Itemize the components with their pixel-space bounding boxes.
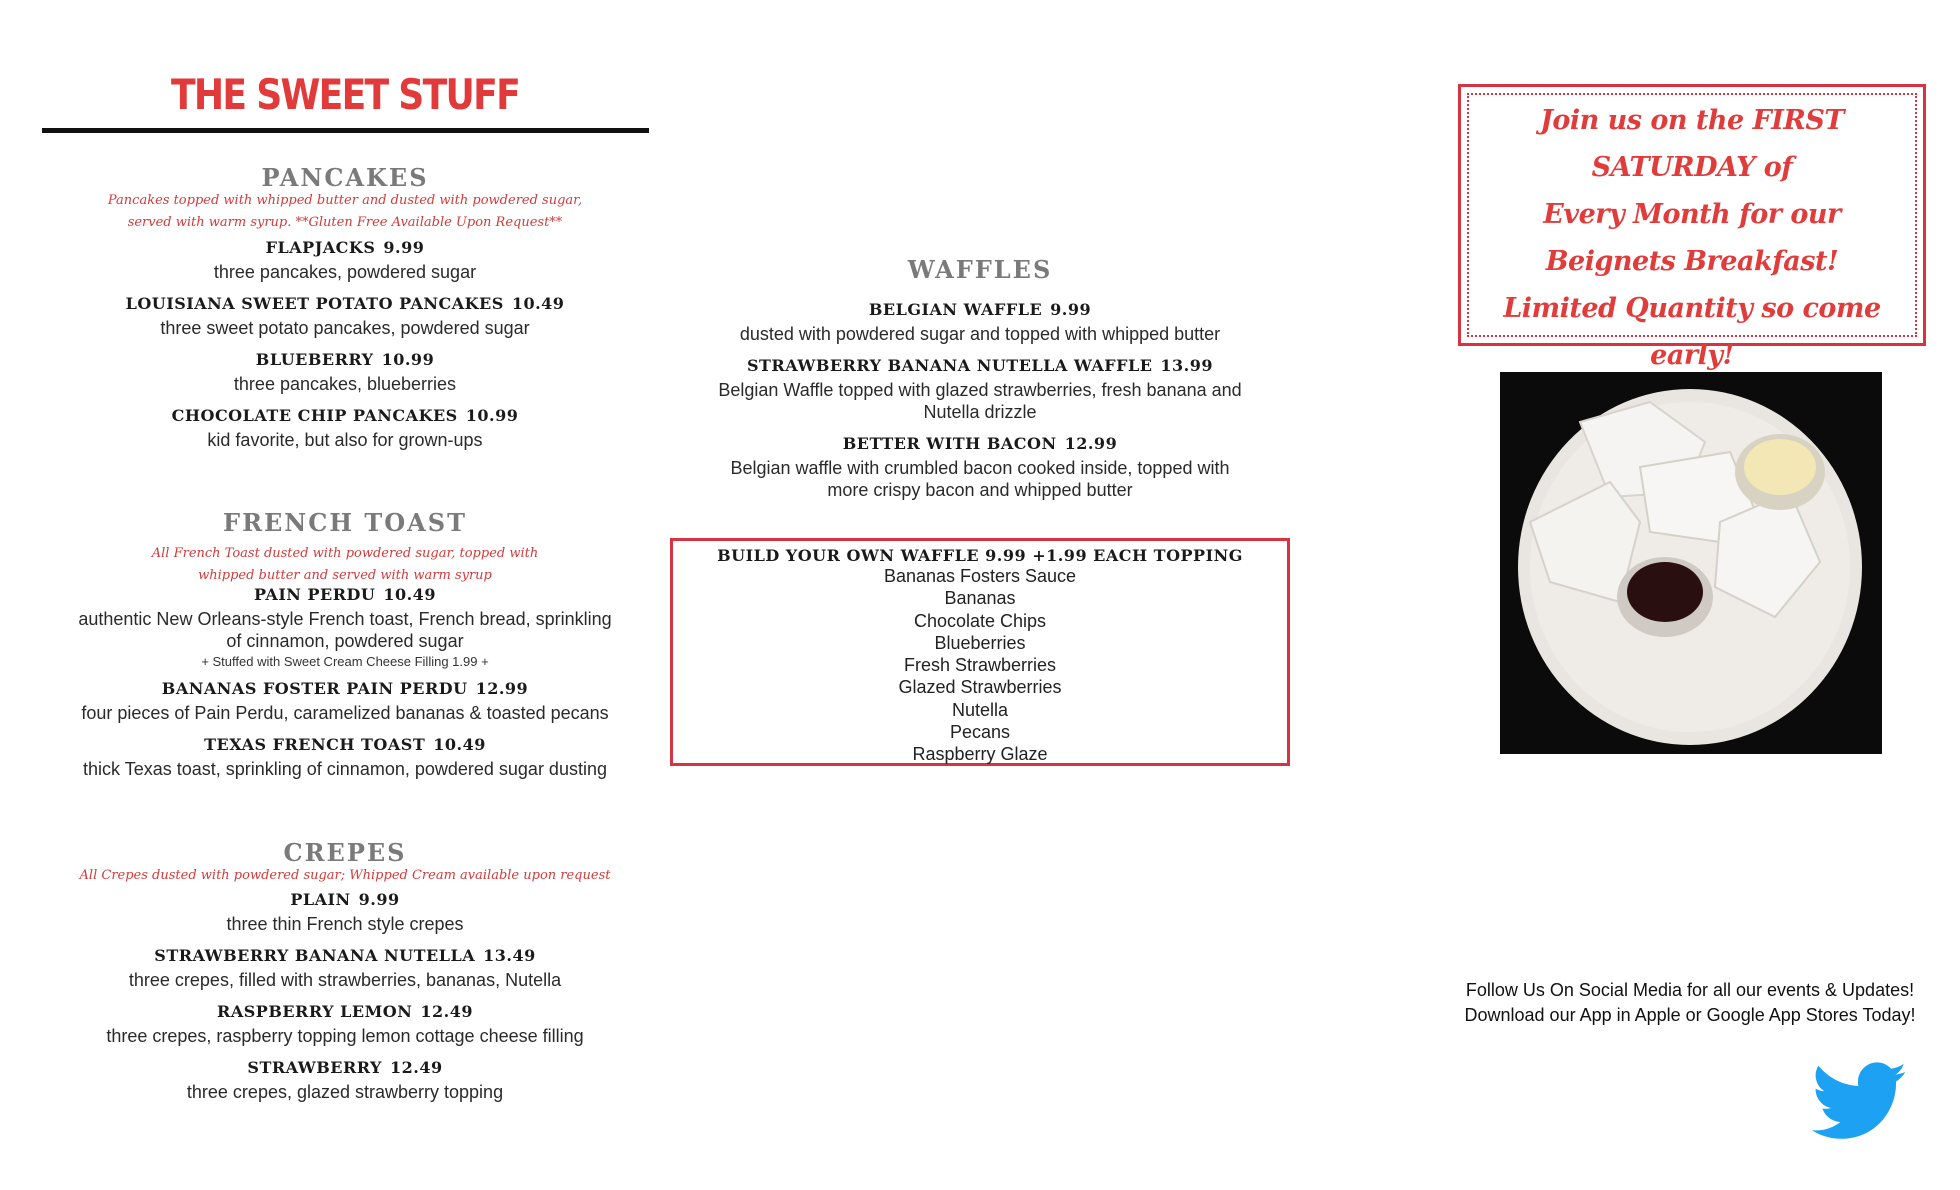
menu-item-name: PAIN PERDU 10.49 [254,585,436,604]
menu-item-name: FLAPJACKS 9.99 [265,238,425,257]
twitter-bird-icon [1812,1062,1908,1142]
menu-item-desc: more crispy bacon and whipped butter [827,480,1133,500]
crepes-note: All Crepes dusted with powdered sugar; Whipped Cream available upon request [79,868,611,883]
menu-item-name: RASPBERRY LEMON 12.49 [217,1002,473,1021]
menu-item-name: BELGIAN WAFFLE 9.99 [868,300,1092,319]
promo-dotted-border [1467,93,1917,371]
promo-box [1458,84,1926,371]
menu-item-desc: dusted with powdered sugar and topped with whipped butter [739,324,1221,344]
topping-item: Bananas [944,588,1016,609]
topping-item: Nutella [951,699,1009,720]
topping-item: Glazed Strawberries [898,677,1062,698]
menu-item-name: TEXAS FRENCH TOAST 10.49 [204,735,486,754]
beignets-photo [1500,372,1882,754]
french-toast-note-line-2: whipped butter and served with warm syrup [198,568,492,583]
menu-item-desc: three pancakes, powdered sugar [213,262,477,282]
menu-item-desc: of cinnamon, powdered sugar [226,631,464,651]
topping-item: Fresh Strawberries [903,655,1057,676]
topping-item: Chocolate Chips [913,610,1047,631]
menu-item-name: STRAWBERRY 12.49 [247,1058,443,1077]
menu-item-desc: three pancakes, blueberries [233,374,457,394]
byo-header: BUILD YOUR OWN WAFFLE 9.99 +1.99 EACH TOPPING [717,546,1243,565]
build-your-own-waffle-box [670,538,1290,766]
menu-item-desc: three crepes, raspberry topping lemon cottage cheese filling [106,1026,584,1046]
menu-item-desc: authentic New Orleans-style French toast, French bread, sprinkling [78,609,612,629]
menu-item-desc: four pieces of Pain Perdu, caramelized bananas & toasted pecans [81,703,609,723]
topping-item: Bananas Fosters Sauce [883,566,1077,586]
menu-item-name: LOUISIANA SWEET POTATO PANCAKES 10.49 [125,294,565,313]
promo-line: Every Month for our [1543,199,1841,230]
topping-item: Raspberry Glaze [912,744,1048,765]
promo-line: Limited Quantity so come early! [1503,293,1881,371]
promo-line: Join us on the FIRST SATURDAY of [1540,105,1844,183]
french-toast-heading: FRENCH TOAST [223,508,467,537]
menu-item-desc: three sweet potato pancakes, powdered sugar [160,318,530,338]
topping-item: Pecans [949,722,1011,743]
menu-item-addon: + Stuffed with Sweet Cream Cheese Filling 1.99 + [201,654,489,669]
menu-item-desc: Belgian Waffle topped with glazed strawberries, fresh banana and [718,380,1242,400]
title-divider [42,128,649,133]
menu-item-desc: three thin French style crepes [226,914,464,934]
menu-item-name: STRAWBERRY BANANA NUTELLA 13.49 [154,946,536,965]
menu-item-desc: three crepes, filled with strawberries, bananas, Nutella [128,970,562,990]
waffles-heading: WAFFLES [907,255,1053,284]
topping-item: Blueberries [934,632,1026,653]
french-toast-note-line-1: All French Toast dusted with powdered sugar, topped with [151,546,539,561]
promo-line: Beignets Breakfast! [1545,246,1839,277]
pancakes-note-line-2: served with warm syrup. **Gluten Free Available Upon Request** [127,215,563,230]
menu-item-name: BETTER WITH BACON 12.99 [842,434,1118,453]
social-follow-text [1430,978,1950,1028]
menu-item-name: BANANAS FOSTER PAIN PERDU 12.99 [161,679,529,698]
menu-item-desc: Belgian waffle with crumbled bacon cooked inside, topped with [730,458,1230,478]
twitter-icon[interactable] [1812,1062,1908,1142]
follow-line-2: Download our App in Apple or Google App Stores Today! [1464,1005,1916,1025]
menu-item-name: PLAIN 9.99 [290,890,400,909]
menu-item-desc: thick Texas toast, sprinkling of cinnamon, powdered sugar dusting [83,759,607,779]
crepes-heading: CREPES [283,838,407,867]
menu-item-desc: kid favorite, but also for grown-ups [207,430,483,450]
follow-line-1: Follow Us On Social Media for all our events & Updates! [1465,980,1915,1000]
pancakes-heading: PANCAKES [261,163,429,192]
menu-item-name: CHOCOLATE CHIP PANCAKES 10.99 [171,406,519,425]
menu-item-name: BLUEBERRY 10.99 [255,350,435,369]
menu-item-desc: three crepes, glazed strawberry topping [186,1082,504,1102]
pancakes-note-line-1: Pancakes topped with whipped butter and dusted with powdered sugar, [107,193,583,208]
beignets-plate-illustration [1500,372,1882,754]
page-title: THE SWEET STUFF [170,70,520,119]
menu-item-desc: Nutella drizzle [923,402,1037,422]
menu-item-name: STRAWBERRY BANANA NUTELLA WAFFLE 13.99 [746,356,1214,375]
